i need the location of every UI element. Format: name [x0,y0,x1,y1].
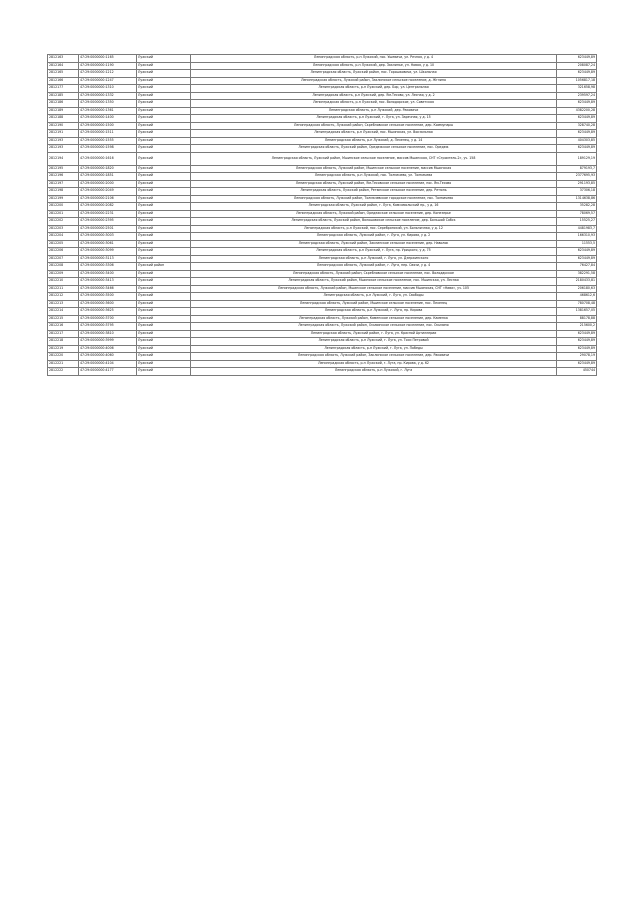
cell-address: Ленинградская область, р-н Лужский, г. Луга, ул. Свободы [191,293,557,301]
cell-cadastral-number: 47:29:0000000:3466 [79,285,137,293]
table-row [48,255,597,263]
cell-cadastral-number: 47:29:0000000:2000 [79,180,137,188]
cell-district: Лужский [137,255,191,263]
table-row [48,368,597,376]
cell-cadastral-number: 47:29:0000000:3306 [79,263,137,271]
cell-address: Ленинградская область, р-н Лужский, д. Пехенец, у д. 14 [191,137,557,145]
table-row [48,330,597,338]
cell-address: Ленинградская область, Лужский район, г. Луга, пер. Связи, у д. 4 [191,263,557,271]
cell-address: Ленинградская область, р-н Лужский, г. Луга, ул. Дзержинского [191,255,557,263]
table-row [48,152,597,165]
cell-cost: 623449,89 [557,330,597,338]
cell-district: Лужский [137,77,191,85]
table-row [48,240,597,248]
table-row [48,233,597,241]
table-row [48,338,597,346]
cell-district: Лужский [137,203,191,211]
table-row [48,130,597,138]
cell-address: Ленинградская область, р-н Лужский, г. Луга [191,368,557,376]
cell-id: 2812190 [48,122,79,130]
cell-district: Лужский [137,152,191,165]
cell-cadastral-number: 47:29:0000000:1350 [79,100,137,108]
cell-cost: 29078,19 [557,353,597,361]
table-row [48,122,597,130]
cell-cost: 1056817,18 [557,77,597,85]
cell-id: 2812188 [48,115,79,123]
table-row [48,308,597,316]
cell-address: Ленинградская область, р-н Лужский, г. Луга, пр. Кирова, у д. 62 [191,360,557,368]
cell-cadastral-number: 47:29:0000000:3113 [79,255,137,263]
cell-cost: 35282,28 [557,203,597,211]
table-row [48,165,597,173]
cell-address: Ленинградская область, р-н Лужский, дер. Раковичи [191,107,557,115]
table-row [48,323,597,331]
cell-cadastral-number: 47:29:0000000:2106 [79,195,137,203]
cell-district: Лужский [137,165,191,173]
cell-district: Лужский [137,345,191,353]
cell-district: Лужский [137,115,191,123]
cell-district: Лужский [137,308,191,316]
cell-cadastral-number: 47:29:0000000:4006 [79,345,137,353]
cell-address: Ленинградская область, Лужский район, Заклинское сельское поселение, д. Жглино [191,77,557,85]
cell-cadastral-number: 47:29:0000000:3061 [79,240,137,248]
cell-cadastral-number: 47:29:0000000:3700 [79,315,137,323]
cell-district: Лужский [137,62,191,70]
cell-address: Ленинградская область, Лужский район, пос. Торошковичи, ул. Школьная [191,70,557,78]
cell-cost: 623449,89 [557,100,597,108]
cell-cost: 404303,85 [557,137,597,145]
cell-id: 2812189 [48,107,79,115]
cell-cadastral-number: 47:29:0000000:1555 [79,137,137,145]
cell-cadastral-number: 47:29:0000000:1616 [79,152,137,165]
cell-cadastral-number: 47:29:0000000:4060 [79,353,137,361]
cell-id: 2812195 [48,165,79,173]
cell-id: 2812165 [48,70,79,78]
cell-id: 2812222 [48,368,79,376]
cell-address: Ленинградская область, Лужский район, Осьминское сельское поселение, пос. Осьмино [191,323,557,331]
cell-district: Лужский [137,293,191,301]
cell-district: Лужский [137,353,191,361]
cell-address: Ленинградская область, Лужский район, Заклинское сельское поселение, дер. Наволок [191,240,557,248]
cell-cost: 291193,85 [557,180,597,188]
cell-id: 2812197 [48,180,79,188]
cell-address: Ленинградская область, р-н Лужский, г. Луга, ул. Заречная, у д. 15 [191,115,557,123]
cell-cost: 623449,89 [557,248,597,256]
table-row [48,137,597,145]
cell-cost: 166310,93 [557,233,597,241]
cell-cost: 4481983,7 [557,225,597,233]
table-row [48,100,597,108]
cell-cadastral-number: 47:29:0000000:1820 [79,165,137,173]
cell-address: Ленинградская область, Лужский район, Волошовское сельское поселение, дер. Большой Сабск [191,218,557,226]
cell-address: Ленинградская область, р-н Лужский, пос. Володарское, ул. Советская [191,100,557,108]
cell-district: Лужский [137,218,191,226]
cell-address: Ленинградская область, Лужский район, г. Луга, ул. Красной Артиллерии [191,330,557,338]
cell-cost: 879193,7 [557,165,597,173]
table-row [48,107,597,115]
table-row [48,225,597,233]
table-row [48,248,597,256]
cell-district: Лужский [137,368,191,376]
table-row [48,293,597,301]
cell-id: 2812217 [48,330,79,338]
cell-cost: 78069,57 [557,210,597,218]
table-row [48,353,597,361]
cell-address: Ленинградская область, Лужский район, Скребловское сельское поселение, пос. Володарское [191,270,557,278]
cell-cost: 468612,6 [557,293,597,301]
cell-id: 2812207 [48,255,79,263]
cell-id: 2812186 [48,100,79,108]
cell-id: 2812211 [48,285,79,293]
cell-address: Ленинградская область, Лужский район, Мшинское сельское поселение, пос. Мшинская, ул. Лесная [191,278,557,286]
cell-cadastral-number: 47:29:0000000:3500 [79,293,137,301]
cell-cadastral-number: 47:29:0000000:4104 [79,360,137,368]
cell-address: Ленинградская область, р-н Лужский, дер. Ям-Тесово, ул. Лесная, у д. 2 [191,92,557,100]
table-row [48,270,597,278]
cell-address: Ленинградская область, Лужский район, Мшинское сельское поселение, пос. Пехенец [191,300,557,308]
cell-address: Ленинградская область, р-н Лужский, пос. Мшинская, ул. Вокзальная [191,130,557,138]
cell-cadastral-number: 47:29:0000000:1332 [79,92,137,100]
cell-id: 2812202 [48,218,79,226]
cell-cost: 623449,89 [557,130,597,138]
cell-district: Лужский [137,122,191,130]
cell-cost: 623449,89 [557,55,597,63]
cell-cadastral-number: 47:29:0000000:3810 [79,330,137,338]
cell-address: Ленинградская область, р-н Лужский, пос. Толмачево, ул. Толмачева [191,173,557,181]
cell-district: Лужский [137,70,191,78]
cell-cost: 76427,84 [557,263,597,271]
cell-id: 2812166 [48,77,79,85]
table-row [48,55,597,63]
cell-district: Лужский [137,240,191,248]
table-row [48,300,597,308]
cell-id: 2812218 [48,338,79,346]
cell-district: Лужский [137,145,191,153]
cell-cadastral-number: 47:29:0000000:1851 [79,173,137,181]
cell-address: Ленинградская область, Лужский район, Ретюнское сельское поселение, дер. Ретюнь [191,188,557,196]
table-row [48,210,597,218]
table-row [48,173,597,181]
cell-cadastral-number: 47:29:0000000:1212 [79,70,137,78]
cell-district: Лужский [137,248,191,256]
cell-id: 2812220 [48,353,79,361]
cell-cadastral-number: 47:29:0000000:1598 [79,145,137,153]
cell-address: Ленинградская область, р-н Лужский, дер. Бор, ул. Центральная [191,85,557,93]
cell-id: 2812200 [48,203,79,211]
cell-cost: 15525,27 [557,218,597,226]
cell-cost: 780708,48 [557,300,597,308]
cell-district: Лужский [137,360,191,368]
cell-district: Лужский [137,107,191,115]
cell-district: Лужский [137,270,191,278]
cell-id: 2812209 [48,270,79,278]
table-row [48,218,597,226]
cell-district: Лужский [137,130,191,138]
cell-id: 2812204 [48,233,79,241]
table-row [48,70,597,78]
cell-cost: 239597,24 [557,92,597,100]
cell-cadastral-number: 47:29:0000000:3400 [79,270,137,278]
cell-address: Ленинградская область, р-н Лужский, дер. Заклинье, ул. Новая, у д. 10 [191,62,557,70]
table-row [48,115,597,123]
cell-id: 2812163 [48,55,79,63]
cell-district: Лужский [137,225,191,233]
cell-address: Ленинградская область, Лужский район, Оредежское сельское поселение, дер. Конезерье [191,210,557,218]
cell-address: Ленинградская область, Лужский район, Скребловское сельское поселение, дер. Коммунары [191,122,557,130]
cell-id: 2812199 [48,195,79,203]
table-row [48,315,597,323]
cell-id: 2812221 [48,360,79,368]
table-row [48,285,597,293]
table-row [48,360,597,368]
cell-address: Ленинградская область, Лужский район, г. Луга, Комсомольский пр., у д. 16 [191,203,557,211]
cell-address: Ленинградская область, р-н Лужский, г. Луга, пр. Урицкого, у д. 75 [191,248,557,256]
cell-id: 2812196 [48,173,79,181]
cell-id: 2812214 [48,308,79,316]
cell-cadastral-number: 47:29:0000000:2231 [79,210,137,218]
cell-address: Ленинградская область, Лужский район, Мшинское сельское поселение, массив Мшинская, СНТ «Нива», уч. 105 [191,285,557,293]
cell-id: 2812201 [48,210,79,218]
table-row [48,263,597,271]
cell-id: 2812215 [48,315,79,323]
cell-address: Ленинградская область, Лужский район, Мшинское сельское поселение, массив Мшинская, СНТ «Строитель-2», уч. 158 [191,152,557,165]
cell-cost: 623449,89 [557,360,597,368]
cell-district: Лужский [137,92,191,100]
cell-address: Ленинградская область, р-н Лужский, г. Луга, пр. Кирова [191,308,557,316]
cell-cost: 1314638,86 [557,195,597,203]
cell-district: Лужский [137,285,191,293]
cell-cost: 215600,2 [557,323,597,331]
cell-district: Лужский [137,137,191,145]
cell-address: Ленинградская область, р-н Лужский, г. Луга, ул. Победы [191,345,557,353]
cell-cadastral-number: 47:29:0000000:2049 [79,188,137,196]
table-row [48,345,597,353]
table-row [48,92,597,100]
cell-id: 2812193 [48,137,79,145]
table-row [48,145,597,153]
cell-cadastral-number: 47:29:0000000:2395 [79,218,137,226]
cell-address: Ленинградская область, Лужский район, Оредежское сельское поселение, пос. Оредеж [191,145,557,153]
cell-district: Лужский [137,315,191,323]
cell-cadastral-number: 47:29:0000000:1500 [79,122,137,130]
cell-address: Ленинградская область, Лужский район, Толмачевское городское поселение, пос. Толмачево [191,195,557,203]
table-row [48,195,597,203]
cell-id: 2812194 [48,152,79,165]
cell-cadastral-number: 47:29:0000000:3600 [79,300,137,308]
cell-cadastral-number: 47:29:0000000:1310 [79,85,137,93]
cell-cost: 623449,89 [557,255,597,263]
cell-id: 2812177 [48,85,79,93]
cell-address: Ленинградская область, Лужский район, Ям-Тесовское сельское поселение, пос. Ям-Тесово [191,180,557,188]
cell-cadastral-number: 47:29:0000000:2082 [79,203,137,211]
cell-district: Лужский [137,55,191,63]
cell-id: 2812185 [48,92,79,100]
cell-cost: 2377695,93 [557,173,597,181]
cell-cadastral-number: 47:29:0000000:1165 [79,55,137,63]
cell-cost: 623449,89 [557,115,597,123]
cell-cost: 88178,88 [557,315,597,323]
cell-cadastral-number: 47:29:0000000:3999 [79,338,137,346]
cell-cost: 208087,24 [557,62,597,70]
cell-address: Ленинградская область, Лужский район, Каменское сельское поселение, дер. Каменка [191,315,557,323]
cell-id: 2812216 [48,323,79,331]
cell-id: 2812219 [48,345,79,353]
cell-cost: 11553,5 [557,240,597,248]
cell-id: 2812212 [48,293,79,301]
cell-id: 2812208 [48,263,79,271]
register-table-body [48,55,597,376]
cell-id: 2812198 [48,188,79,196]
cell-cadastral-number: 47:29:0000000:4177 [79,368,137,376]
cell-id: 2812203 [48,225,79,233]
cell-cadastral-number: 47:29:0000000:1190 [79,62,137,70]
cell-district: Лужский [137,300,191,308]
cell-cadastral-number: 47:29:0000000:2501 [79,225,137,233]
cell-cadastral-number: 47:29:0000000:1511 [79,130,137,138]
cell-district: Лужский [137,323,191,331]
cell-address: Ленинградская область, р-н Лужский, пос. Ушевичи, ул. Речная, у д. 4 [191,55,557,63]
cell-district: Лужский район [137,263,191,271]
table-row [48,180,597,188]
cell-cost: 1381657,05 [557,308,597,316]
cell-cadastral-number: 47:29:0000000:1247 [79,77,137,85]
cell-cost: 37306,18 [557,188,597,196]
cell-address: Ленинградская область, р-н Лужский, г. Луга, ул. Тоси Петровой [191,338,557,346]
cell-cost: 189129,19 [557,152,597,165]
cell-address: Ленинградская область, Лужский район, Заклинское сельское поселение, дер. Раковичи [191,353,557,361]
cell-cadastral-number: 47:29:0000000:3413 [79,278,137,286]
cell-cost: 206180,63 [557,285,597,293]
cell-cost: 623449,89 [557,145,597,153]
table-row [48,62,597,70]
register-table [47,54,597,376]
cell-district: Лужский [137,330,191,338]
cell-id: 2812164 [48,62,79,70]
table-row [48,85,597,93]
cell-id: 2812205 [48,240,79,248]
cell-cost: 623449,89 [557,345,597,353]
cell-district: Лужский [137,85,191,93]
cell-cost: 450744 [557,368,597,376]
cell-cost: 2180433,81 [557,278,597,286]
cell-id: 2812210 [48,278,79,286]
cell-cost: 321658,98 [557,85,597,93]
cell-district: Лужский [137,233,191,241]
table-row [48,77,597,85]
table-row [48,278,597,286]
cell-id: 2812213 [48,300,79,308]
cell-cost: 623449,89 [557,338,597,346]
cell-district: Лужский [137,188,191,196]
cell-cadastral-number: 47:29:0000000:3625 [79,308,137,316]
cell-id: 2812206 [48,248,79,256]
cell-cadastral-number: 47:29:0000000:3099 [79,248,137,256]
cell-district: Лужский [137,338,191,346]
cell-cost: 382291,58 [557,270,597,278]
cell-id: 2812191 [48,130,79,138]
cell-cost: 328740,28 [557,122,597,130]
cell-cadastral-number: 47:29:0000000:3003 [79,233,137,241]
cell-cadastral-number: 47:29:0000000:3795 [79,323,137,331]
cell-cost: 4382200,28 [557,107,597,115]
cell-address: Ленинградская область, Лужский район, Мшинское сельское поселение, массив Мшинская [191,165,557,173]
cell-district: Лужский [137,180,191,188]
cell-address: Ленинградская область, р-н Лужский, пос. Серебрянский, ул. Больничная, у д. 12 [191,225,557,233]
cell-address: Ленинградская область, Лужский район, г. Луга, ул. Кирова, у д. 2 [191,233,557,241]
cell-cadastral-number: 47:29:0000000:1361 [79,107,137,115]
cell-district: Лужский [137,195,191,203]
table-row [48,203,597,211]
cell-cost: 623449,89 [557,70,597,78]
table-row [48,188,597,196]
cell-id: 2812193 [48,145,79,153]
cell-district: Лужский [137,278,191,286]
cell-district: Лужский [137,100,191,108]
cell-district: Лужский [137,173,191,181]
cell-district: Лужский [137,210,191,218]
cell-cadastral-number: 47:29:0000000:1400 [79,115,137,123]
